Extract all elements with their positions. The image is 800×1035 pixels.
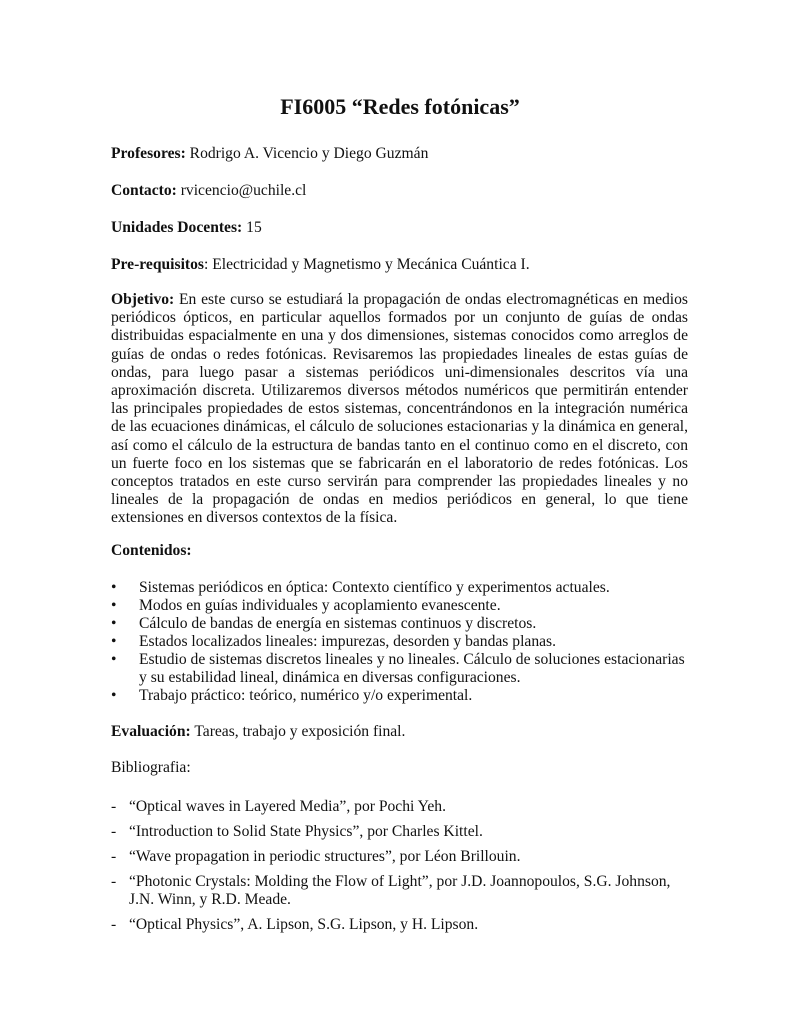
page-title: FI6005 “Redes fotónicas”	[280, 94, 520, 119]
contenidos-item	[111, 687, 688, 705]
bullet-marker: -	[111, 873, 117, 890]
bullet-marker: •	[111, 579, 117, 596]
contenidos-item	[111, 651, 688, 687]
bullet-marker: -	[111, 798, 117, 815]
bullet-marker: -	[111, 823, 117, 840]
bullet-marker: •	[111, 597, 117, 614]
contenidos-list	[111, 579, 688, 705]
profesores-line	[111, 145, 688, 163]
profesores-label: Profesores:	[111, 145, 186, 162]
prerequisitos-value: : Electricidad y Magnetismo y Mecánica Cuántica I.	[203, 256, 530, 273]
bullet-marker: •	[111, 615, 117, 632]
bullet-marker: •	[111, 633, 117, 650]
contenidos-item	[111, 579, 688, 597]
contacto-value: rvicencio@uchile.cl	[176, 182, 307, 199]
bullet-marker: -	[111, 848, 117, 865]
contacto-line	[111, 182, 688, 200]
unidades-label: Unidades Docentes:	[111, 219, 243, 236]
contenidos-label: Contenidos:	[111, 542, 192, 559]
contenidos-item	[111, 633, 688, 651]
contenidos-heading	[111, 542, 688, 560]
contenidos-item-text: Estados localizados lineales: impurezas, desorden y bandas planas.	[139, 633, 557, 650]
bibliografia-item	[111, 873, 688, 908]
bibliografia-item-text: “Introduction to Solid State Physics”, por Charles Kittel.	[129, 823, 483, 840]
bullet-marker: •	[111, 651, 117, 668]
contenidos-item-text: Trabajo práctico: teórico, numérico y/o experimental.	[139, 687, 473, 704]
prerequisitos-label: Pre-requisitos	[111, 256, 204, 273]
bibliografia-heading: Bibliografia:	[111, 759, 191, 776]
bullet-marker: •	[111, 687, 117, 704]
contenidos-item-text: Cálculo de bandas de energía en sistemas continuos y discretos.	[139, 615, 537, 632]
contenidos-item	[111, 615, 688, 633]
bullet-marker: -	[111, 915, 117, 933]
objetivo-paragraph	[111, 291, 688, 528]
evaluacion-value: Tareas, trabajo y exposición final.	[190, 723, 406, 740]
contacto-label: Contacto:	[111, 182, 177, 199]
bibliografia-item	[111, 823, 688, 841]
bibliografia-item	[111, 916, 688, 934]
profesores-value: Rodrigo A. Vicencio y Diego Guzmán	[185, 145, 429, 162]
bibliografia-list	[111, 798, 688, 941]
contenidos-item-text: Modos en guías individuales y acoplamiento evanescente.	[139, 597, 501, 614]
bibliografia-item-text: “Optical waves in Layered Media”, por Pochi Yeh.	[129, 798, 446, 815]
bibliografia-item	[111, 798, 688, 816]
evaluacion-line	[111, 723, 688, 741]
bibliografia-item	[111, 848, 688, 866]
evaluacion-label: Evaluación:	[111, 723, 191, 740]
unidades-value: 15	[242, 219, 262, 236]
contenidos-item	[111, 597, 688, 615]
objetivo-label: Objetivo:	[111, 291, 175, 308]
bibliografia-item-text: “Optical Physics”, A. Lipson, S.G. Lipson, y H. Lipson.	[129, 915, 479, 933]
contenidos-item-text: Sistemas periódicos en óptica: Contexto científico y experimentos actuales.	[139, 579, 610, 596]
bibliografia-item-text: “Photonic Crystals: Molding the Flow of Light”, por J.D. Joannopoulos, S.G. Johnson, J.N. Winn, y R.D. Meade.	[129, 873, 671, 908]
objetivo-text: En este curso se estudiará la propagación de ondas electromagnéticas en medios periódicos ópticos, en particular aquellos formados por un conjunto de guías de ondas distribuidas espacialmente en una y dos dimensiones, sistemas conocidos como arreglos de guías de ondas o redes fotónicas. Revisaremos las propiedades lineales de estas guías de ondas, para luego pasar a sistemas periódicos uni-dimensionales descritos vía una aproximación discreta. Utilizaremos diversos métodos numéricos que permitirán entender las principales propiedades de estos sistemas, concentrándonos en la integración numérica de las ecuaciones dinámicas, el cálculo de soluciones estacionarias y la dinámica en general, así como el cálculo de la estructura de bandas tanto en el continuo como en el discreto, con un fuerte foco en los sistemas que se fabricarán en el laboratorio de redes fotónicas. Los conceptos tratados en este curso servirán para comprender las propiedades lineales y no lineales de la propagación de ondas en medios periódicos en general, lo que tiene extensiones en diversos contextos de la física.	[111, 291, 688, 527]
prerequisitos-line	[111, 256, 688, 274]
bibliografia-item-text: “Wave propagation in periodic structures”, por Léon Brillouin.	[129, 848, 521, 865]
unidades-line	[111, 219, 688, 237]
contenidos-item-text: Estudio de sistemas discretos lineales y no lineales. Cálculo de soluciones estacionarias y su estabilidad lineal, dinámica en diversas configuraciones.	[139, 651, 685, 686]
